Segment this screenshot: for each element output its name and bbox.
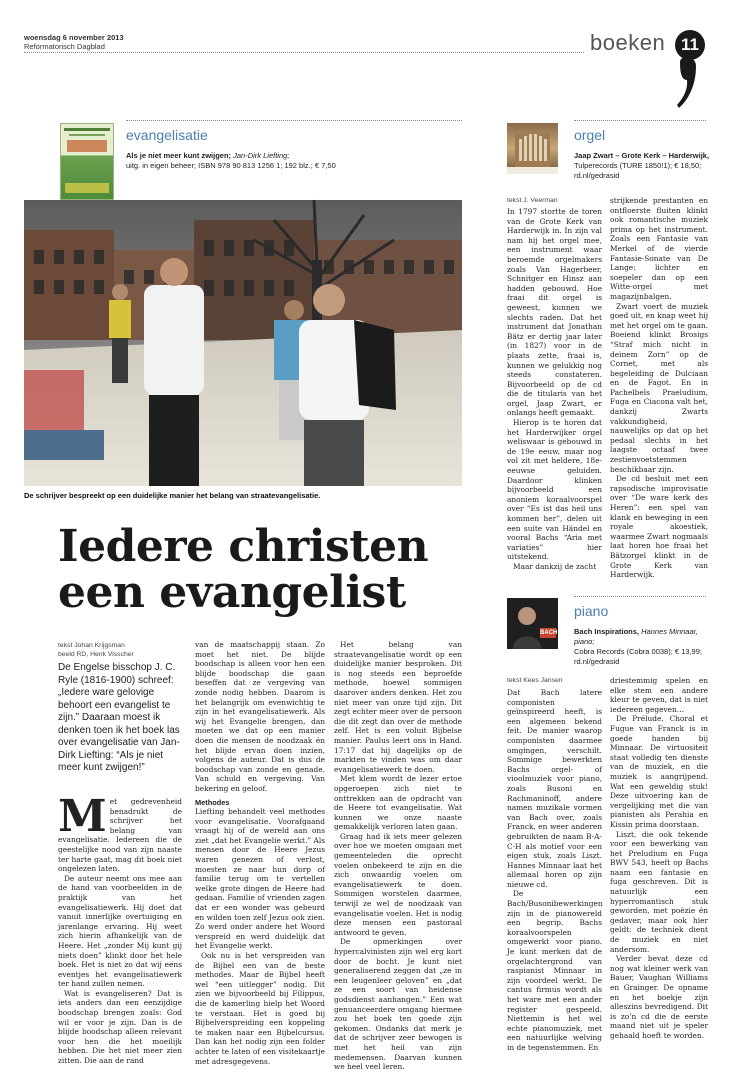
photo-caption: De schrijver bespreekt op een duidelijke manier het belang van straatevangelisatie. xyxy=(24,491,321,500)
headline-line-1: Iedere christen xyxy=(58,521,429,572)
organ-paragraph: Maar dankzij de zacht xyxy=(513,561,597,571)
piano-paragraph: Dat Bach latere componisten geïnspireerd heeft, is een algemeen bekend feit. De manier waarop componisten daarmee omgingen, verschilt. Sommige bewerkten Bachs orgel- of vioolmuziek voor piano, zoals Busoni en Rachmaninoff, andere namen muzikale vormen van Bach over, zoals Franck, en weer anderen gebruikten de naam B-A-C-H als motief voor een eigen stuk, zoals Liszt. Hannes Minnaar laat het allemaal horen op zijn nieuwe cd. xyxy=(507,688,602,889)
subheading-methodes: Methodes xyxy=(195,797,230,807)
masthead-rule xyxy=(24,52,584,53)
article-intro: De Engelse bisschop J. C. Ryle (1816-1900) schreef: „Iedere ware gelovige behoort een evangelist te zijn.” Daaraan moest ik denken toen ik het boek las over evangelisatie van Jan-Dirk Liefting: “Als je niet meer kunt zwijgen!” xyxy=(58,662,180,773)
author-credit: tekst Johan Krijgsman xyxy=(58,642,125,649)
piano-column-2 xyxy=(610,676,708,1062)
article-paragraph: De opmerkingen over hypercalvinisten zijn wel erg kort door de bocht. Je kunt niet generaliserend zeggen dat „ze in een leugenleer geloven” en „dat ze een soort van heidense godsdienst aanhangen.” Een wat genuanceerdere omgang hiermee zou het boek ten goede zijn gekomen. Ondanks dat merk je dat de schrijver zeer bewogen is met het heil van zijn medemensen. Daarvan kunnen we heel veel leren. xyxy=(334,937,462,1072)
section-title: boeken xyxy=(590,30,666,55)
organ-cd-title: Jaap Zwart – Grote Kerk – Harderwijk, xyxy=(574,151,710,160)
organ-review-info xyxy=(574,151,714,181)
image-credit: beeld RD, Henk Visscher xyxy=(58,651,134,658)
headline-line-2: een evangelist xyxy=(58,567,406,618)
piano-cd-details: Cobra Records (Cobra 0038); € 13,99; rd.nl/gedrasid xyxy=(574,647,702,666)
article-paragraph: Met klem wordt de lezer ertoe opgeroepen zich niet te onttrekken aan de opdracht van de Heere tot evangelisatie. Wat kunnen we onze naaste gemakkelijk verloren laten gaan. xyxy=(334,774,462,832)
piano-review-rule xyxy=(574,596,706,597)
book-review-label: evangelisatie xyxy=(126,127,208,143)
piano-cd-performer: Hannes Minnaar, piano; xyxy=(574,627,698,646)
piano-review-label: piano xyxy=(574,603,609,619)
organ-paragraph: In 1797 stortte de toren van de Grote Kerk van Harderwijk in. In zijn val nam hij het orgel mee, een instrument waar beroemde orgelmakers zoals Van Hagerbeer, Schnitger en Hinsz aan hadden gebouwd. Hoe fraai dit orgel is geweest, kunnen we slechts raden. Dat het instrument dat Jonathan Bätz er dertig jaar later (in 1827) voor in de plaats zette, fraai is, kunnen we gelukkig nog steeds constateren. Bijvoorbeeld op de cd die de titularis van het orgel, Jaap Zwart, er onlangs heeft gemaakt. xyxy=(507,207,602,418)
piano-paragraph: De Bach/Busonibewerkingen zijn in de pianowereld een begrip. Bachs koraalvoorspelen omgewerkt voor piano. Je kunt merken dat de orgelachtergrond van raspianist Minnaar in zijn voordeel werkt. De cantus firmus wordt als het ware met een ander register gespeeld. Niettemin is het wel echte pianomuziek, met een natuurlijke welving in de tegenstemmen. En xyxy=(507,889,603,1052)
organ-paragraph: Hierop is te horen dat het Harderwijker orgel weliswaar is gebouwd in de 19e eeuw, maar nog vol zit met heldere, 18e-eeuwse geluiden. Daardoor klinken bijvoorbeeld een anoniem koraalvoorspel over “Es ist das heil uns kommen her”, delen uit een suite van Händel en vooral Bachs “Aria met variaties” hier uitstekend. xyxy=(507,418,602,562)
article-paragraph: et gedrevenheid benadrukt de schrijver het belang van evangelisatie. Iedereen die de geestelijke nood van zijn naaste ter harte gaat, mag dit boek niet ongelezen laten. xyxy=(58,797,182,874)
book-review-info xyxy=(126,151,466,171)
organ-cd-details: Tulperecords (TURE 1850!1); € 18,50; rd.nl/gedrasid xyxy=(574,161,702,180)
article-headline xyxy=(58,521,478,618)
article-paragraph: Het belang van straatevangelisatie wordt op een duidelijke manier besproken. Dit is nog steeds een beproefde methode, hoewel sommigen daarover anders denken. Het zou niet meer van onze tijd zijn. Dit zegt echter meer over de persoon die dit zegt dan over de methode zelf. Het is een voluit Bijbelse manier. Paulus leert ons in Hand. 17:17 dat hij dagelijks op de markten te vinden was om daar evangelisatiewerk te doen. xyxy=(334,640,462,774)
book-review-rule xyxy=(126,120,462,121)
piano-paragraph: De Prélude, Choral et Fugue van Franck is in goede handen bij Minnaar. De virtuositeit staat volledig ten dienste van de muziek, en die muziek is aangrijpend. Wat een geweldig stuk! Deze uitvoering kan de vergelijking met die van pianisten als Perahia en Kissin prima doorstaan. xyxy=(610,714,708,829)
organ-column-1 xyxy=(507,207,602,570)
photo-illustration xyxy=(24,200,462,486)
pianist-portrait-icon xyxy=(507,598,558,649)
piano-cd-cover-title: BACH xyxy=(540,630,558,636)
piano-review-info xyxy=(574,627,714,667)
article-paragraph: Wat is evangeliseren? Dat is iets anders dan een eenzijdige boodschap brengen zoals: God wil er voor je zijn. Dan is de blijde boodschap alleen relevant voor hen die het moeilijk hebben. Die het niet meer zien zitten. Die aan de rand xyxy=(58,988,182,1066)
article-column-1 xyxy=(58,791,182,1066)
drop-cap: M xyxy=(58,791,107,842)
article-paragraph: Ook nu is het verspreiden van de Bijbel een van de beste methodes. Maar de Bijbel heeft wel “een uitlegger” nodig. Dit zien we bijvoorbeeld bij Filippus, die de kamerling hielp het Woord te verstaan. Het is goed bij Bijbelverspreiding een koppeling te maken naar een Bijbelcursus. Dan kan het nodig zijn een folder achter te laten of een visitekaartje met adresgegevens. xyxy=(195,951,325,1066)
piano-paragraph: driestemmig spelen en elke stem een andere kleur te geven, dat is niet iedereen gegeven… xyxy=(610,676,708,714)
piano-cd-title: Bach Inspirations, xyxy=(574,627,640,636)
organ-review-label: orgel xyxy=(574,127,606,143)
organ-review-rule xyxy=(574,120,706,121)
article-credits xyxy=(58,641,182,659)
organ-paragraph: De cd besluit met een rapsodische improvisatie over “De ware kerk des Heren”: een spel van klank en beweging in een royale akoestiek, waarmee Zwart nogmaals laat horen hoe fraai het Bätzorgel klinkt in de Grote Kerk van Harderwijk. xyxy=(610,474,708,580)
street-evangelism-photo xyxy=(24,200,462,486)
organ-pipes-icon xyxy=(507,123,558,174)
organ-cd-cover xyxy=(507,123,558,174)
book-title: Als je niet meer kunt zwijgen; xyxy=(126,151,232,160)
book-author: Jan-Dirk Liefting; xyxy=(233,151,290,160)
article-column-3 xyxy=(334,640,462,1072)
page-number-badge: 11 xyxy=(675,30,705,60)
article-paragraph: Liefting behandelt veel methodes voor evangelisatie. Voorafgaand vraagt hij of de wereld aan ons ziet „dat het Evangelie werkt.” Als mensen door de Heere Jezus waren genezen of verlost, moesten ze naar hun dorp of familie terug om te vertellen welke grote dingen de Heere had gedaan. Familie of vrienden zagen dat er een wonder was gebeurd en wilden toen zelf Jezus ook zien. Zo werd onder andere het Woord verspreid en werd duidelijk dat het Evangelie werkt. xyxy=(195,807,325,951)
article-paragraph: De auteur neemt ons mee aan de hand van voorbeelden in de praktijk van het evangelisatiewerk. Hij doet dat vanuit innerlijke overtuiging en jarenlange ervaring. Hij weet zich hierin afhankelijk van de Heere. Het „zonder Mij kunt gij niets doen” klinkt door het hele boek. Het is niet zo dat wij eens eventjes het evangelisatiewerk ter hand zullen nemen. xyxy=(58,873,182,989)
masthead-date-block xyxy=(24,33,124,51)
article-paragraph: Graag had ik iets meer gelezen over hoe we moeten omgaan met gemeenteleden die oprecht voelen onbekeerd te zijn en die zich onwaardig voelen om evangelisatiewerk te doen. Sommigen worstelen daarmee, terwijl ze wel de noodzaak van evangelisatie voelen. Het is nodig deze mensen een pastoraal antwoord te geven. xyxy=(334,831,462,937)
organ-paragraph: strijkende prestanten en ontfloerste fluiten klinkt ook romantische muziek prima op het instrument. Zoals een Fantasie van Merkel of de vierde Fantasie-Sonate van De Lange: lichter en soepeler dan op een Witte-orgel met magazijnbalgen. xyxy=(610,196,708,301)
piano-review-credit: tekst Kees Jansen xyxy=(507,677,563,684)
piano-paragraph: Verder bevat deze cd nog wat kleiner werk van Bauer, Vaughan Williams en Grainger. De opname en het boekje zijn alleszins bevredigend. Dit is zo’n cd die de eerste maand niet uit je speler gehaald hoeft te worden. xyxy=(610,954,708,1040)
organ-review-credit: tekst J. Veerman xyxy=(507,197,558,204)
organ-column-2 xyxy=(610,196,708,580)
organ-paragraph: Zwart voert de muziek goed uit, en knap weet hij met het orgel om te gaan. Boeiend klinkt Brosigs “Straf mich nicht in deinem Zorn” op de Cornet, met als begeleiding de Dulciaan en de Fagot. En in Pachelbels Praeludium, Fuga en Ciacona valt het, dankzij Zwarts vakkundigheid, nauwelijks op dat op het pedaal slechts in het laagste octaaf twee zestienvoetstemmen beschikbaar zijn. xyxy=(610,301,708,474)
article-paragraph: van de maatschappij staan. Zo moet het niet. De blijde boodschap is alleen voor hen een blijde boodschap die gaan beseffen dat ze vergeving van zonde nodig hebben. Daarom is het belangrijk om evenwichtig te zijn in het evangelisatiewerk. Als wij het Evangelie brengen, dan moeten we dat op een manier doen die mensen de noodzaak én het blijde ervan doen inzien, volgens de auteur. Dat is dus de boodschap van zonde en genade. Van schuld en vergeving. Van bekering en geloof. xyxy=(195,640,325,793)
article-column-2 xyxy=(195,640,325,1066)
book-cover-image xyxy=(60,123,114,200)
piano-paragraph: Liszt, die ook tekende voor een bewerking van het Preludium en Fuga BWV 543, heeft op Bachs naam een fantasie en fuga geschreven. Dit is natuurlijk een hyperromantisch stuk geworden, met poëzie én gedaver, maar ook hier geldt: de techniek dient de muziek en niet andersom. xyxy=(610,829,708,954)
comma-logo-icon xyxy=(676,56,698,110)
piano-column-1 xyxy=(507,688,602,1062)
book-details: uitg. in eigen beheer; ISBN 978 90 813 1256 1; 192 blz.; € 7,50 xyxy=(126,161,336,170)
newspaper-name: Reformatorisch Dagblad xyxy=(24,42,105,51)
edition-date: woensdag 6 november 2013 xyxy=(24,33,124,42)
piano-cd-cover xyxy=(507,598,558,649)
